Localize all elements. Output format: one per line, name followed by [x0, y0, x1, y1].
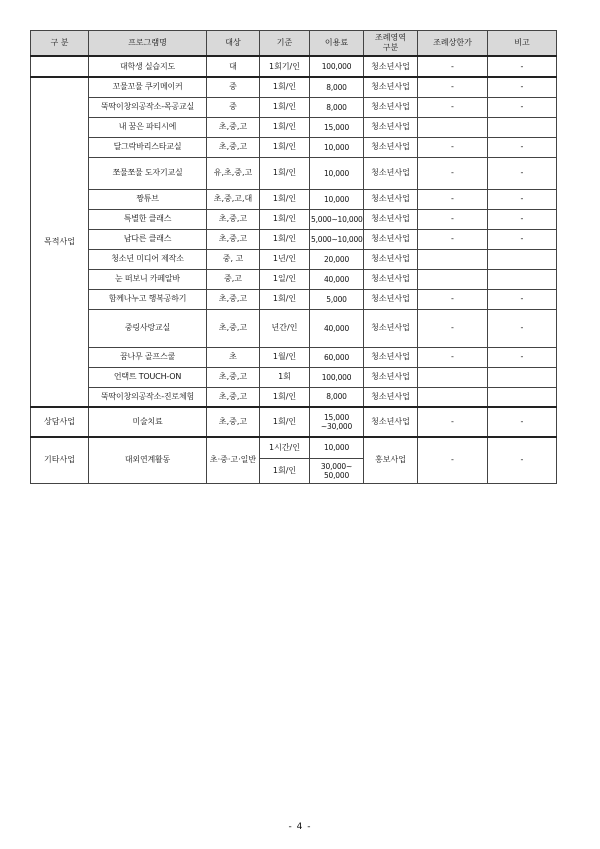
- program-cell: 대학생 실습지도: [89, 56, 207, 77]
- fee-cell: 20,000: [310, 249, 364, 269]
- header-program: 프로그램명: [89, 31, 207, 57]
- area-cell: 청소년사업: [364, 229, 418, 249]
- table-row: [31, 77, 557, 97]
- category-cell: 상담사업: [31, 407, 89, 437]
- area-cell: 청소년사업: [364, 269, 418, 289]
- note-cell: -: [488, 77, 557, 97]
- unit-cell: 1회: [260, 367, 310, 387]
- area-cell: 청소년사업: [364, 56, 418, 77]
- target-cell: 초,중,고: [207, 289, 260, 309]
- note-cell: [488, 387, 557, 407]
- fee-cell: 5,000: [310, 289, 364, 309]
- unit-cell: 1일/인: [260, 269, 310, 289]
- cap-cell: [418, 117, 488, 137]
- table-row: [31, 387, 557, 407]
- target-cell: 초,중,고: [207, 367, 260, 387]
- table-row: [31, 407, 557, 437]
- note-cell: [488, 249, 557, 269]
- fee-cell: 10,000: [310, 189, 364, 209]
- area-cell: 홍보사업: [364, 437, 418, 483]
- fee-cell: 5,000~10,000: [310, 229, 364, 249]
- fee-table: [30, 30, 557, 484]
- note-cell: -: [488, 437, 557, 483]
- fee-cell: 8,000: [310, 77, 364, 97]
- target-cell: 초,중,고: [207, 209, 260, 229]
- table-row: [31, 189, 557, 209]
- table-row: [31, 117, 557, 137]
- program-cell: 꿈나무 골프스쿨: [89, 347, 207, 367]
- cap-cell: -: [418, 56, 488, 77]
- area-cell: 청소년사업: [364, 137, 418, 157]
- target-cell: 초,중,고: [207, 309, 260, 347]
- unit-cell: 1회/인: [260, 117, 310, 137]
- fee-cell: 8,000: [310, 387, 364, 407]
- header-unit: 기준: [260, 31, 310, 57]
- fee-cell: 100,000: [310, 56, 364, 77]
- program-cell: 쪼물쪼물 도자기교실: [89, 157, 207, 189]
- area-cell: 청소년사업: [364, 77, 418, 97]
- note-cell: -: [488, 289, 557, 309]
- unit-cell: 1년/인: [260, 249, 310, 269]
- header-cap: 조례상한가: [418, 31, 488, 57]
- cap-cell: -: [418, 209, 488, 229]
- unit-cell: 1회/인: [260, 209, 310, 229]
- note-cell: -: [488, 157, 557, 189]
- target-cell: 중,고: [207, 269, 260, 289]
- unit-cell: 1회/인: [260, 189, 310, 209]
- header-fee: 이용료: [310, 31, 364, 57]
- table-row: [31, 157, 557, 189]
- program-cell: 함께나누고 행복공하기: [89, 289, 207, 309]
- fee-cell: 5,000~10,000: [310, 209, 364, 229]
- fee-cell: 40,000: [310, 269, 364, 289]
- program-cell: 대외연계활동: [89, 437, 207, 483]
- area-cell: 청소년사업: [364, 309, 418, 347]
- note-cell: -: [488, 209, 557, 229]
- cap-cell: -: [418, 289, 488, 309]
- fee-cell: 15,000: [310, 117, 364, 137]
- target-cell: 초,중,고: [207, 407, 260, 437]
- program-cell: 내 꿈은 파티시에: [89, 117, 207, 137]
- area-cell: 청소년사업: [364, 117, 418, 137]
- cap-cell: -: [418, 407, 488, 437]
- note-cell: -: [488, 189, 557, 209]
- cap-cell: -: [418, 137, 488, 157]
- table-row: [31, 289, 557, 309]
- header-category: 구 분: [31, 31, 89, 57]
- program-cell: 짱튜브: [89, 189, 207, 209]
- unit-cell: 1회/인: [260, 387, 310, 407]
- unit-cell: 년간/인: [260, 309, 310, 347]
- note-cell: -: [488, 137, 557, 157]
- target-cell: 유,초,중,고: [207, 157, 260, 189]
- table-row: [31, 367, 557, 387]
- program-cell: 언택트 TOUCH-ON: [89, 367, 207, 387]
- program-cell: 달그락바리스타교실: [89, 137, 207, 157]
- cap-cell: [418, 387, 488, 407]
- table-row: [31, 309, 557, 347]
- target-cell: 초,중,고,대: [207, 189, 260, 209]
- header-area: 조례영역 구분: [364, 31, 418, 57]
- program-cell: 특별한 클래스: [89, 209, 207, 229]
- fee-cell: 40,000: [310, 309, 364, 347]
- category-cell-empty: [31, 56, 89, 77]
- category-cell: 기타사업: [31, 437, 89, 483]
- table-row: [31, 56, 557, 77]
- note-cell: -: [488, 97, 557, 117]
- table-header-row: [31, 31, 557, 57]
- table-row: [31, 97, 557, 117]
- fee-cell: 10,000: [310, 437, 364, 458]
- area-cell: 청소년사업: [364, 347, 418, 367]
- cap-cell: -: [418, 97, 488, 117]
- program-cell: 꼬물꼬물 쿠키메이커: [89, 77, 207, 97]
- unit-cell: 1회/인: [260, 229, 310, 249]
- cap-cell: -: [418, 309, 488, 347]
- area-cell: 청소년사업: [364, 189, 418, 209]
- cap-cell: [418, 269, 488, 289]
- program-cell: 뚝딱이창의공작소-목공교실: [89, 97, 207, 117]
- program-cell: 눈 떠보니 카페알바: [89, 269, 207, 289]
- cap-cell: -: [418, 157, 488, 189]
- area-cell: 청소년사업: [364, 249, 418, 269]
- cap-cell: -: [418, 189, 488, 209]
- target-cell: 초·중·고·일반: [207, 437, 260, 483]
- cap-cell: -: [418, 229, 488, 249]
- unit-cell: 1회기/인: [260, 56, 310, 77]
- note-cell: -: [488, 229, 557, 249]
- area-cell: 청소년사업: [364, 367, 418, 387]
- table-row: [31, 229, 557, 249]
- note-cell: [488, 367, 557, 387]
- header-note: 비고: [488, 31, 557, 57]
- area-cell: 청소년사업: [364, 387, 418, 407]
- fee-cell: 8,000: [310, 97, 364, 117]
- table-row: [31, 249, 557, 269]
- target-cell: 중: [207, 97, 260, 117]
- program-cell: 청소년 미디어 제작소: [89, 249, 207, 269]
- cap-cell: -: [418, 347, 488, 367]
- unit-cell: 1회/인: [260, 458, 310, 483]
- table-row: [31, 269, 557, 289]
- fee-cell: 10,000: [310, 137, 364, 157]
- note-cell: -: [488, 407, 557, 437]
- unit-cell: 1월/인: [260, 347, 310, 367]
- target-cell: 중, 고: [207, 249, 260, 269]
- target-cell: 초: [207, 347, 260, 367]
- fee-cell: 100,000: [310, 367, 364, 387]
- area-cell: 청소년사업: [364, 407, 418, 437]
- fee-cell: 60,000: [310, 347, 364, 367]
- target-cell: 초,중,고: [207, 229, 260, 249]
- category-cell: 목적사업: [31, 77, 89, 407]
- unit-cell: 1회/인: [260, 407, 310, 437]
- target-cell: 초,중,고: [207, 387, 260, 407]
- table-row: [31, 437, 557, 458]
- fee-cell: 30,000~ 50,000: [310, 458, 364, 483]
- target-cell: 초,중,고: [207, 137, 260, 157]
- area-cell: 청소년사업: [364, 289, 418, 309]
- target-cell: 중: [207, 77, 260, 97]
- cap-cell: [418, 367, 488, 387]
- note-cell: [488, 269, 557, 289]
- program-cell: 뚝딱이창의공작소-진로체험: [89, 387, 207, 407]
- unit-cell: 1회/인: [260, 289, 310, 309]
- unit-cell: 1회/인: [260, 97, 310, 117]
- unit-cell: 1회/인: [260, 157, 310, 189]
- program-cell: 중링사랑교실: [89, 309, 207, 347]
- unit-cell: 1시간/인: [260, 437, 310, 458]
- cap-cell: -: [418, 437, 488, 483]
- area-cell: 청소년사업: [364, 157, 418, 189]
- table-row: [31, 209, 557, 229]
- table-row: [31, 347, 557, 367]
- note-cell: -: [488, 56, 557, 77]
- note-cell: [488, 117, 557, 137]
- cap-cell: [418, 249, 488, 269]
- cap-cell: -: [418, 77, 488, 97]
- header-target: 대상: [207, 31, 260, 57]
- table-row: [31, 137, 557, 157]
- area-cell: 청소년사업: [364, 97, 418, 117]
- program-cell: 남다른 클래스: [89, 229, 207, 249]
- note-cell: -: [488, 347, 557, 367]
- unit-cell: 1회/인: [260, 77, 310, 97]
- program-cell: 미술치료: [89, 407, 207, 437]
- area-cell: 청소년사업: [364, 209, 418, 229]
- fee-cell: 15,000 ~30,000: [310, 407, 364, 437]
- unit-cell: 1회/인: [260, 137, 310, 157]
- target-cell: 초,중,고: [207, 117, 260, 137]
- note-cell: -: [488, 309, 557, 347]
- page-number: - 4 -: [288, 822, 312, 832]
- fee-cell: 10,000: [310, 157, 364, 189]
- target-cell: 대: [207, 56, 260, 77]
